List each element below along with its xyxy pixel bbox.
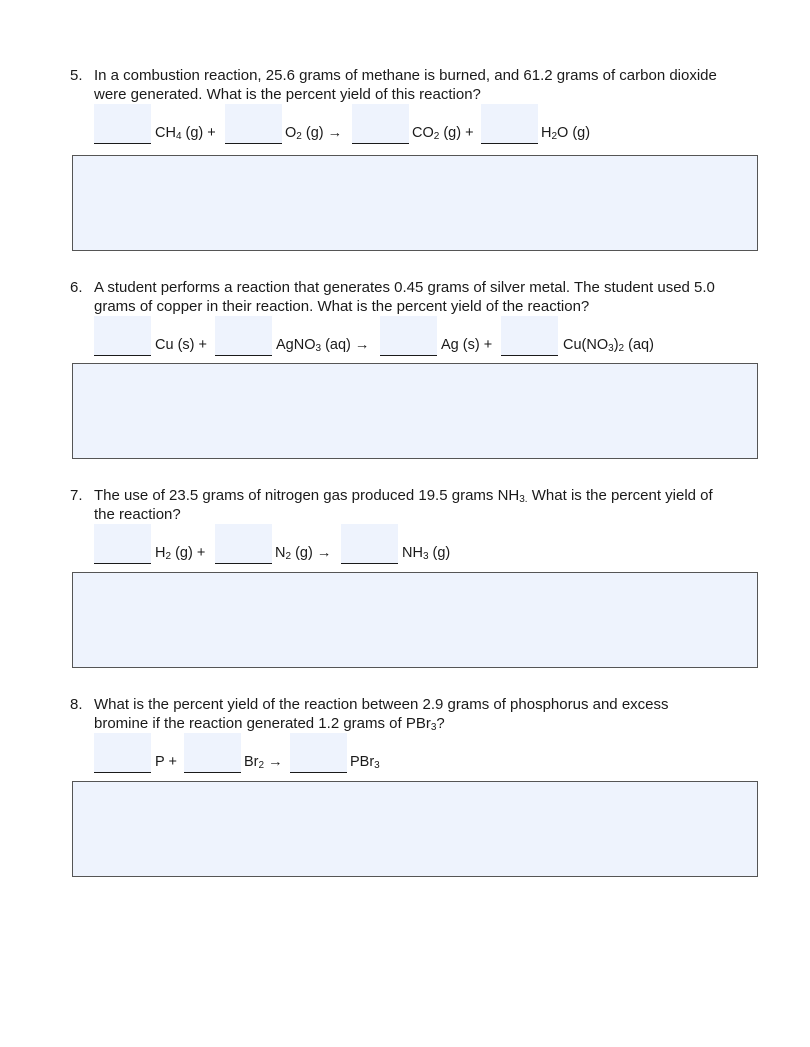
answer-box[interactable] (72, 572, 758, 668)
question-text (70, 66, 765, 104)
equation-term-3: Ag (s) + (441, 337, 493, 353)
question-line-2: the reaction? (94, 506, 181, 523)
question-line-1: In a combustion reaction, 25.6 grams of methane is burned, and 61.2 grams of carbon dioxide (94, 67, 717, 84)
answer-box[interactable] (72, 781, 758, 877)
coefficient-blank-2[interactable] (215, 316, 272, 356)
coefficient-blank-1[interactable] (94, 733, 151, 773)
coefficient-blank-1[interactable] (94, 316, 151, 356)
equation-term-2: AgNO$_3$ (aq) → (276, 337, 370, 354)
question-line-2: grams of copper in their reaction. What is the percent yield of the reaction? (94, 298, 590, 315)
question-line-1: A student performs a reaction that generates 0.45 grams of silver metal. The student used 5.0 (94, 279, 715, 296)
equation-term-2: $N_2$ (g) → (275, 545, 332, 562)
coefficient-blank-3[interactable] (341, 524, 398, 564)
answer-box[interactable] (72, 155, 758, 251)
answer-box[interactable] (72, 363, 758, 459)
coefficient-blank-2[interactable] (225, 104, 282, 144)
coefficient-blank-2[interactable] (215, 524, 272, 564)
question-line-2: bromine if the reaction generated 1.2 grams of PBr$_3$? (94, 715, 445, 733)
equation-term-3: $CO_2$ (g) + (412, 125, 474, 142)
equation-term-1: P + (155, 754, 177, 770)
question-line-1: What is the percent yield of the reaction between 2.9 grams of phosphorus and excess (94, 696, 669, 713)
coefficient-blank-1[interactable] (94, 104, 151, 144)
coefficient-blank-4[interactable] (481, 104, 538, 144)
question-text (70, 486, 765, 524)
question-number: 6. (70, 279, 83, 296)
question-number: 5. (70, 67, 83, 84)
coefficient-blank-3[interactable] (290, 733, 347, 773)
equation-term-2: $O_2$ (g) → (285, 125, 343, 142)
equation-term-4: $Cu(NO_3)_2$ (aq) (563, 337, 654, 354)
question-line-2: were generated. What is the percent yield of this reaction? (94, 86, 481, 103)
question-text (70, 278, 765, 316)
coefficient-blank-2[interactable] (184, 733, 241, 773)
equation-term-1: $H_2$ (g) + (155, 545, 206, 562)
coefficient-blank-4[interactable] (501, 316, 558, 356)
equation-term-1: $CH_4$ (g) + (155, 125, 216, 142)
question-text (70, 695, 765, 733)
equation-term-1: Cu (s) + (155, 337, 207, 353)
equation-term-3: $NH_3$ (g) (402, 545, 451, 562)
equation-term-4: $H_2O$ (g) (541, 125, 591, 142)
coefficient-blank-3[interactable] (380, 316, 437, 356)
equation-term-2: $Br_2$ → (244, 754, 283, 771)
question-number: 8. (70, 696, 83, 713)
coefficient-blank-1[interactable] (94, 524, 151, 564)
question-line-1: The use of 23.5 grams of nitrogen gas produced 19.5 grams $NH_{3.}$ What is the percent yield of (94, 487, 713, 505)
equation-term-3: PBr$_3$ (350, 754, 380, 771)
question-number: 7. (70, 487, 83, 504)
coefficient-blank-3[interactable] (352, 104, 409, 144)
